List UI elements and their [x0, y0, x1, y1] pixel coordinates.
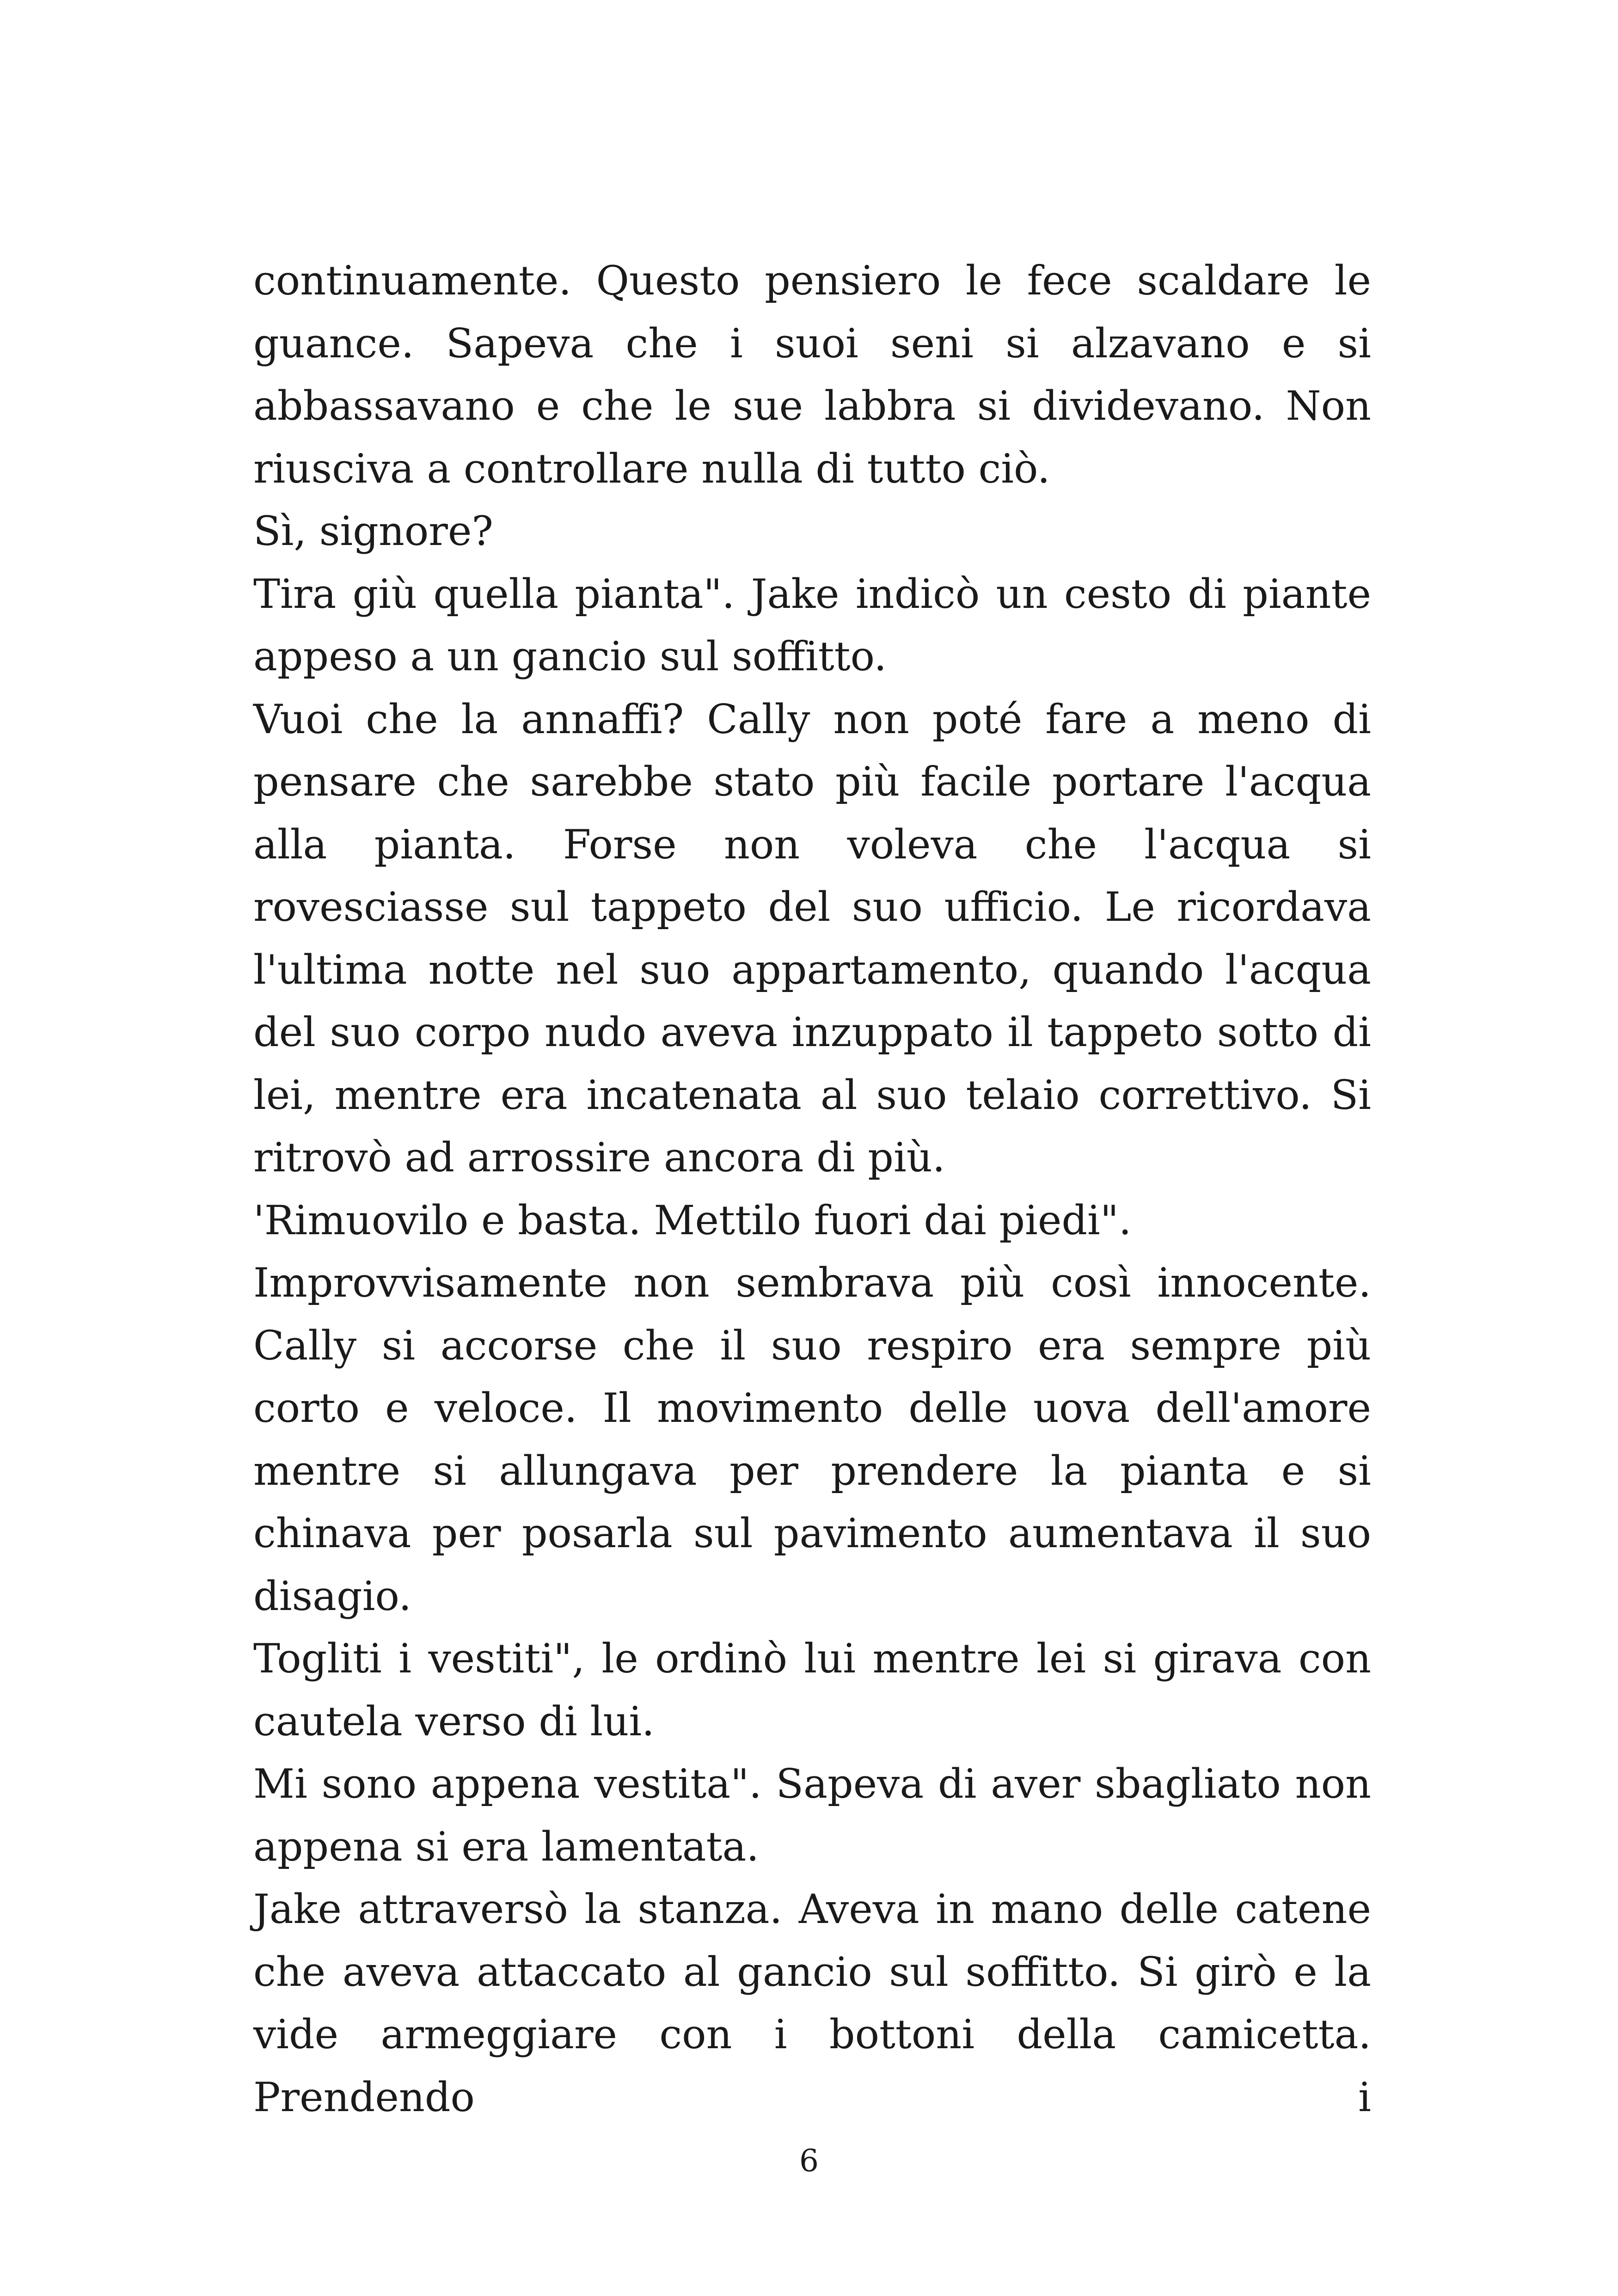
paragraph: Improvvisamente non sembrava più così innocente. Cally si accorse che il suo respiro era sempre più corto e veloce. Il movimento delle uova dell'amore mentre si allungava per prendere la pianta e si chinava per posarla sul pavimento aumentava il suo disagio.: [253, 1259, 1371, 1620]
paragraph: Vuoi che la annaffi? Cally non poté fare a meno di pensare che sarebbe stato più facile portare l'acqua alla pianta. Forse non voleva che l'acqua si rovesciasse sul tappeto del suo ufficio. Le ricordava l'ultima notte nel suo appartamento, quando l'acqua del suo corpo nudo aveva inzuppato il tappeto sotto di lei, mentre era incatenata al suo telaio correttivo. Si ritrovò ad arrossire ancora di più.: [253, 695, 1371, 1181]
paragraph: Mi sono appena vestita". Sapeva di aver sbagliato non appena si era lamentata.: [253, 1760, 1371, 1870]
paragraph: Togliti i vestiti", le ordinò lui mentre lei si girava con cautela verso di lui.: [253, 1635, 1371, 1745]
paragraph: Jake attraversò la stanza. Aveva in mano delle catene che aveva attaccato al gancio sul soffitto. Si girò e la vide armeggiare con i bottoni della camicetta. Prendendo i: [253, 1886, 1371, 2121]
page-body-text: [253, 250, 1371, 2129]
paragraph: continuamente. Questo pensiero le fece scaldare le guance. Sapeva che i suoi seni si alzavano e si abbassavano e che le sue labbra si dividevano. Non riusciva a controllare nulla di tutto ciò.: [253, 257, 1371, 492]
paragraph: Tira giù quella pianta". Jake indicò un cesto di piante appeso a un gancio sul soffitto.: [253, 570, 1371, 680]
paragraph: Sì, signore?: [253, 508, 494, 555]
paragraph: 'Rimuovilo e basta. Mettilo fuori dai piedi".: [253, 1196, 1132, 1244]
page-number: 6: [799, 2143, 819, 2179]
